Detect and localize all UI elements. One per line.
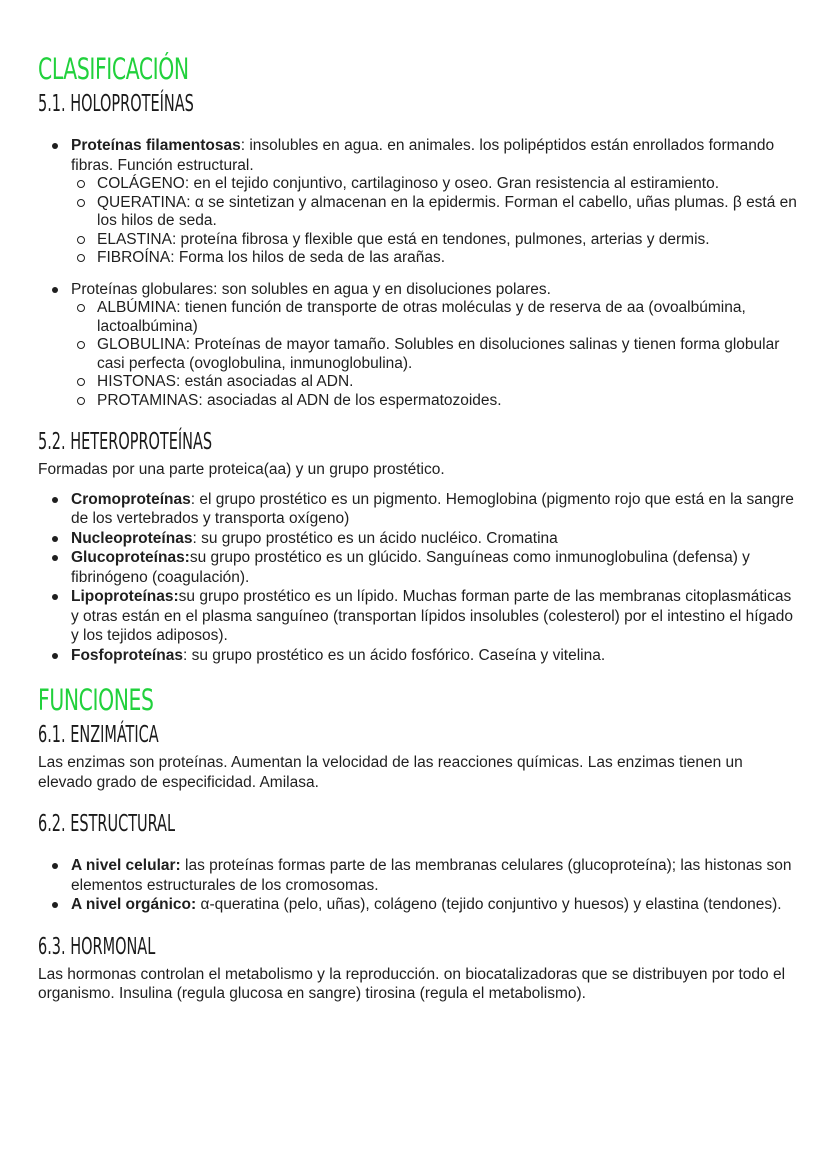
text: las proteínas formas parte de las membranas celulares (glucoproteína); las histonas son elementos estructurales de los cromosomas. bbox=[71, 857, 792, 894]
list-item bbox=[71, 490, 798, 529]
list-item bbox=[71, 529, 798, 549]
section-title-funciones: FUNCIONES bbox=[38, 683, 154, 717]
text: su grupo prostético es un lípido. Muchas forman parte de las membranas citoplasmáticas y otras están en el plasma sanguíneo (transportan lípidos insolubles (colesterol) por el intestino el hígado y los tejidos adiposos). bbox=[71, 588, 794, 644]
estructural-list bbox=[38, 856, 798, 915]
list-item-filamentosas bbox=[71, 136, 798, 268]
document-page bbox=[38, 44, 798, 1004]
enzimatica-text: Las enzimas son proteínas. Aumentan la velocidad de las reacciones químicas. Las enzimas tienen un elevado grado de especificidad. Amilasa. bbox=[38, 754, 743, 791]
list-item bbox=[71, 646, 798, 666]
term-filamentosas: Proteínas filamentosas bbox=[71, 137, 241, 154]
term: Glucoproteínas: bbox=[71, 549, 190, 566]
list-item bbox=[71, 587, 798, 646]
text: : su grupo prostético es un ácido nucléico. Cromatina bbox=[192, 529, 558, 547]
list-item: PROTAMINAS: asociadas al ADN de los espermatozoides. bbox=[97, 392, 798, 411]
list-item: ALBÚMINA: tienen función de transporte de otras moléculas y de reserva de aa (ovoalbúmina, lactoalbúmina) bbox=[97, 299, 798, 336]
text: su grupo prostético es un glúcido. Sanguíneas como inmunoglobulina (defensa) y fibrinógeno (coagulación). bbox=[71, 549, 750, 586]
list-item: GLOBULINA: Proteínas de mayor tamaño. Solubles en disoluciones salinas y tienen forma globular casi perfecta (ovoglobulina, inmunoglobulina). bbox=[97, 336, 798, 373]
list-item bbox=[71, 856, 798, 895]
list-item bbox=[71, 895, 798, 915]
text-globulares: Proteínas globulares: son solubles en agua y en disoluciones polares. bbox=[71, 280, 551, 298]
term: Fosfoproteínas bbox=[71, 646, 183, 664]
term: Lipoproteínas: bbox=[71, 588, 179, 605]
term: A nivel celular: bbox=[71, 857, 181, 874]
globulares-sublist bbox=[71, 299, 798, 410]
holoproteinas-list bbox=[38, 136, 798, 410]
list-item: ELASTINA: proteína fibrosa y flexible que está en tendones, pulmones, arterias y dermis. bbox=[97, 231, 798, 250]
term: Nucleoproteínas bbox=[71, 529, 193, 547]
subsection-title-estructural: 6.2. ESTRUCTURAL bbox=[38, 811, 176, 837]
list-item: HISTONAS: están asociadas al ADN. bbox=[97, 373, 798, 392]
list-item: COLÁGENO: en el tejido conjuntivo, cartilaginoso y oseo. Gran resistencia al estiramiento. bbox=[97, 175, 798, 194]
section-title-clasificacion: CLASIFICACIÓN bbox=[38, 52, 189, 86]
filamentosas-sublist bbox=[71, 175, 798, 268]
hormonal-text: Las hormonas controlan el metabolismo y la reproducción. on biocatalizadoras que se distribuyen por todo el organismo. Insulina (regula glucosa en sangre) tirosina (regula el metabolismo). bbox=[38, 965, 786, 1002]
heteroproteinas-intro: Formadas por una parte proteica(aa) y un grupo prostético. bbox=[38, 461, 445, 478]
subsection-title-holoproteinas: 5.1. HOLOPROTEÍNAS bbox=[38, 91, 194, 117]
text-filamentosas: : insolubles en agua. en animales. los polipéptidos están enrollados formando fibras. Función estructural. bbox=[71, 137, 775, 174]
term: Cromoproteínas bbox=[71, 490, 191, 508]
list-item bbox=[71, 548, 798, 587]
subsection-title-hormonal: 6.3. HORMONAL bbox=[38, 933, 156, 960]
subsection-title-enzimatica: 6.1. ENZIMÁTICA bbox=[38, 722, 159, 748]
heteroproteinas-list bbox=[38, 490, 798, 666]
list-item: QUERATINA: α se sintetizan y almacenan en la epidermis. Forman el cabello, uñas plumas. β está en los hilos de seda. bbox=[97, 193, 797, 229]
list-item-globulares bbox=[71, 280, 798, 411]
text: α-queratina (pelo, uñas), colágeno (tejido conjuntivo y huesos) y elastina (tendones). bbox=[196, 896, 782, 913]
term: A nivel orgánico: bbox=[71, 896, 197, 913]
subsection-title-heteroproteinas: 5.2. HETEROPROTEÍNAS bbox=[38, 429, 213, 455]
list-item: FIBROÍNA: Forma los hilos de seda de las arañas. bbox=[97, 249, 798, 268]
text: : su grupo prostético es un ácido fosfórico. Caseína y vitelina. bbox=[182, 646, 606, 664]
text: : el grupo prostético es un pigmento. Hemoglobina (pigmento rojo que está en la sangre de los vertebrados y transporta oxígeno) bbox=[71, 490, 794, 527]
